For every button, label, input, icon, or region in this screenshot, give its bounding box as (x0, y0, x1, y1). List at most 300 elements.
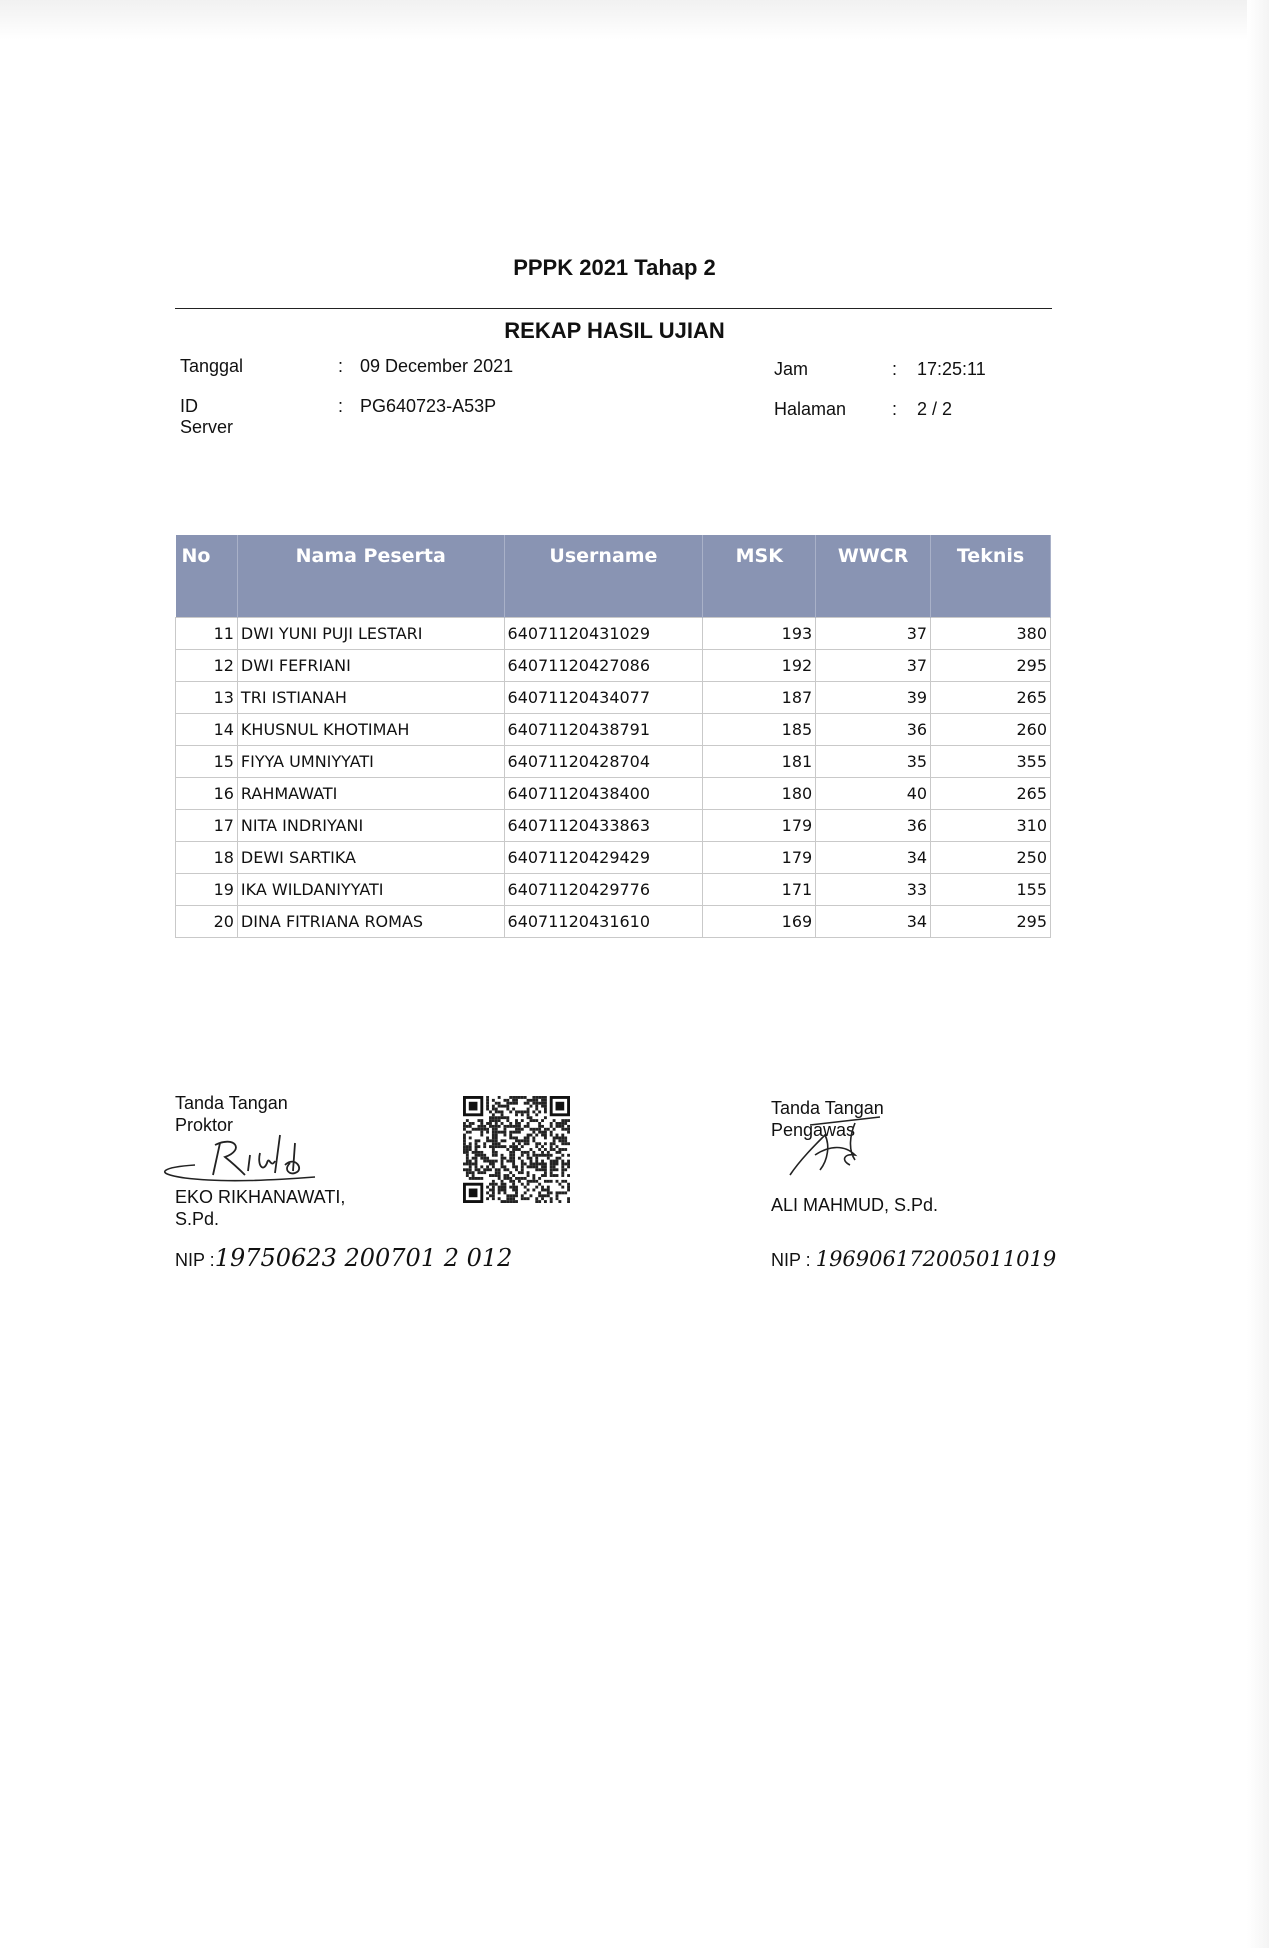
qr-module (518, 1142, 521, 1145)
qr-module (463, 1128, 466, 1131)
qr-module (556, 1180, 559, 1183)
row-msk: 171 (703, 874, 816, 906)
qr-module (509, 1157, 512, 1160)
qr-module (564, 1139, 567, 1142)
qr-module (512, 1142, 515, 1145)
qr-module (521, 1096, 524, 1099)
qr-module (492, 1113, 495, 1116)
qr-module (498, 1102, 501, 1105)
qr-module (509, 1122, 512, 1125)
row-msk: 180 (703, 778, 816, 810)
header-no: No (176, 535, 238, 618)
qr-module (501, 1110, 504, 1113)
qr-module (535, 1165, 538, 1168)
qr-module (544, 1116, 547, 1119)
row-teknis: 310 (931, 810, 1051, 842)
qr-module (498, 1177, 501, 1180)
qr-module (530, 1194, 533, 1197)
qr-module (558, 1139, 561, 1142)
halaman-value: 2 / 2 (917, 399, 953, 419)
qr-module (532, 1131, 535, 1134)
qr-module (567, 1186, 570, 1189)
qr-module (512, 1194, 515, 1197)
qr-module (489, 1122, 492, 1125)
qr-module (495, 1108, 498, 1111)
qr-module (550, 1191, 553, 1194)
qr-module (544, 1105, 547, 1108)
row-wwcr: 33 (816, 874, 931, 906)
qr-module (515, 1136, 518, 1139)
qr-module (527, 1116, 530, 1119)
qr-module (492, 1139, 495, 1142)
qr-module (512, 1163, 515, 1166)
proktor-name-block (175, 1186, 345, 1230)
row-no: 16 (176, 778, 238, 810)
qr-module (503, 1145, 506, 1148)
row-msk: 169 (703, 906, 816, 938)
qr-module (544, 1148, 547, 1151)
qr-module (521, 1119, 524, 1122)
row-teknis: 265 (931, 778, 1051, 810)
qr-module (509, 1160, 512, 1163)
qr-module (503, 1139, 506, 1142)
qr-module (492, 1180, 495, 1183)
row-nama: TRI ISTIANAH (237, 682, 504, 714)
qr-module (501, 1113, 504, 1116)
qr-module (547, 1151, 550, 1154)
qr-module (538, 1194, 541, 1197)
qr-module (509, 1102, 512, 1105)
qr-module (518, 1171, 521, 1174)
qr-module (515, 1139, 518, 1142)
results-table (175, 535, 1051, 938)
row-username: 64071120427086 (504, 650, 703, 682)
qr-module (553, 1142, 556, 1145)
qr-module (466, 1119, 469, 1122)
qr-module (538, 1148, 541, 1151)
qr-module (463, 1145, 466, 1148)
qr-module (503, 1174, 506, 1177)
qr-module (475, 1163, 478, 1166)
qr-module (498, 1186, 501, 1189)
qr-module (521, 1113, 524, 1116)
qr-module (530, 1165, 533, 1168)
qr-module (541, 1145, 544, 1148)
qr-module (558, 1183, 561, 1186)
halaman-label: Halaman (774, 399, 847, 419)
row-no: 11 (176, 618, 238, 650)
qr-module (530, 1163, 533, 1166)
qr-module (527, 1171, 530, 1174)
qr-module (524, 1125, 527, 1128)
table-row (176, 618, 1051, 650)
qr-module (530, 1180, 533, 1183)
qr-module (469, 1148, 472, 1151)
qr-module (558, 1151, 561, 1154)
row-nama: DINA FITRIANA ROMAS (237, 906, 504, 938)
qr-module (469, 1160, 472, 1163)
qr-module (530, 1099, 533, 1102)
qr-module (556, 1157, 559, 1160)
qr-module (527, 1197, 530, 1200)
qr-module (486, 1108, 489, 1111)
qr-module (469, 1171, 472, 1174)
qr-module (524, 1102, 527, 1105)
qr-module (535, 1102, 538, 1105)
qr-module (527, 1142, 530, 1145)
proktor-nip-value: 19750623 200701 2 012 (214, 1244, 513, 1272)
qr-module (483, 1145, 486, 1148)
table-header-row (176, 535, 1051, 618)
qr-module (532, 1110, 535, 1113)
qr-module (512, 1131, 515, 1134)
qr-module (483, 1142, 486, 1145)
qr-module (561, 1136, 564, 1139)
qr-module (550, 1163, 553, 1166)
qr-module (512, 1200, 515, 1203)
row-wwcr: 40 (816, 778, 931, 810)
qr-module (475, 1139, 478, 1142)
qr-module (561, 1139, 564, 1142)
qr-module (518, 1177, 521, 1180)
qr-module (512, 1099, 515, 1102)
qr-module (498, 1171, 501, 1174)
qr-module (518, 1157, 521, 1160)
document-subtitle: REKAP HASIL UJIAN (504, 318, 725, 343)
qr-module (550, 1160, 553, 1163)
qr-module (483, 1171, 486, 1174)
row-wwcr: 39 (816, 682, 931, 714)
qr-module (486, 1122, 489, 1125)
qr-module (527, 1154, 530, 1157)
row-teknis: 295 (931, 906, 1051, 938)
qr-module (480, 1119, 483, 1122)
qr-module (515, 1096, 518, 1099)
table-row (176, 842, 1051, 874)
qr-module (532, 1136, 535, 1139)
qr-module (492, 1165, 495, 1168)
qr-module (532, 1099, 535, 1102)
tanggal-label: Tanggal (180, 356, 244, 376)
pengawas-nip-value: 196906172005011019 (815, 1247, 1057, 1271)
qr-module (472, 1177, 475, 1180)
qr-module (512, 1174, 515, 1177)
qr-module (483, 1128, 486, 1131)
qr-module (501, 1165, 504, 1168)
row-no: 15 (176, 746, 238, 778)
qr-module (492, 1134, 495, 1137)
qr-module (495, 1134, 498, 1137)
qr-module (515, 1194, 518, 1197)
qr-module (564, 1122, 567, 1125)
qr-module (506, 1102, 509, 1105)
qr-module (535, 1154, 538, 1157)
row-wwcr: 37 (816, 618, 931, 650)
qr-module (567, 1163, 570, 1166)
qr-module (550, 1122, 553, 1125)
qr-module (483, 1125, 486, 1128)
qr-finder-module (469, 1102, 478, 1111)
qr-module (535, 1142, 538, 1145)
qr-module (492, 1128, 495, 1131)
row-teknis: 250 (931, 842, 1051, 874)
qr-module (515, 1113, 518, 1116)
qr-module (486, 1136, 489, 1139)
qr-module (501, 1183, 504, 1186)
qr-module (469, 1125, 472, 1128)
qr-module (469, 1136, 472, 1139)
qr-module (538, 1177, 541, 1180)
qr-module (556, 1194, 559, 1197)
table-row (176, 714, 1051, 746)
qr-module (466, 1163, 469, 1166)
qr-module (512, 1165, 515, 1168)
qr-module (564, 1119, 567, 1122)
qr-module (501, 1139, 504, 1142)
qr-module (503, 1183, 506, 1186)
qr-module (567, 1165, 570, 1168)
qr-module (561, 1134, 564, 1137)
row-no: 14 (176, 714, 238, 746)
qr-module (512, 1102, 515, 1105)
qr-module (564, 1191, 567, 1194)
qr-module (463, 1134, 466, 1137)
qr-module (530, 1119, 533, 1122)
qr-module (492, 1105, 495, 1108)
qr-module (509, 1136, 512, 1139)
qr-module (544, 1128, 547, 1131)
qr-module (498, 1105, 501, 1108)
qr-module (561, 1163, 564, 1166)
qr-module (561, 1191, 564, 1194)
qr-module (469, 1165, 472, 1168)
proktor-handwritten-signature (145, 1125, 345, 1190)
qr-module (492, 1174, 495, 1177)
qr-module (541, 1160, 544, 1163)
qr-module (515, 1177, 518, 1180)
qr-module (550, 1171, 553, 1174)
qr-module (556, 1122, 559, 1125)
row-msk: 179 (703, 810, 816, 842)
qr-module (532, 1163, 535, 1166)
qr-module (469, 1163, 472, 1166)
qr-module (503, 1186, 506, 1189)
qr-module (475, 1128, 478, 1131)
qr-module (541, 1134, 544, 1137)
qr-module (486, 1139, 489, 1142)
qr-module (567, 1154, 570, 1157)
qr-module (535, 1096, 538, 1099)
qr-module (463, 1136, 466, 1139)
qr-module (480, 1165, 483, 1168)
qr-module (501, 1122, 504, 1125)
qr-module (541, 1174, 544, 1177)
qr-module (506, 1116, 509, 1119)
qr-module (492, 1197, 495, 1200)
qr-module (503, 1125, 506, 1128)
tanggal-value: 09 December 2021 (360, 356, 514, 376)
qr-module (486, 1191, 489, 1194)
qr-module (521, 1110, 524, 1113)
qr-module (489, 1160, 492, 1163)
qr-module (512, 1145, 515, 1148)
qr-module (538, 1163, 541, 1166)
qr-module (538, 1096, 541, 1099)
qr-module (492, 1189, 495, 1192)
qr-module (527, 1110, 530, 1113)
qr-module (544, 1200, 547, 1203)
qr-module (506, 1168, 509, 1171)
qr-module (480, 1177, 483, 1180)
qr-module (541, 1105, 544, 1108)
qr-module (530, 1148, 533, 1151)
qr-module (503, 1191, 506, 1194)
qr-module (501, 1200, 504, 1203)
qr-module (538, 1122, 541, 1125)
qr-module (532, 1119, 535, 1122)
qr-module (532, 1139, 535, 1142)
table-row (176, 746, 1051, 778)
qr-module (532, 1165, 535, 1168)
qr-module (466, 1168, 469, 1171)
qr-module (509, 1186, 512, 1189)
qr-module (558, 1148, 561, 1151)
qr-module (561, 1160, 564, 1163)
qr-module (466, 1157, 469, 1160)
qr-module (486, 1186, 489, 1189)
qr-module (553, 1165, 556, 1168)
qr-module (544, 1136, 547, 1139)
qr-module (492, 1108, 495, 1111)
table-row (176, 778, 1051, 810)
qr-module (512, 1125, 515, 1128)
qr-module (472, 1163, 475, 1166)
qr-module (495, 1145, 498, 1148)
qr-module (535, 1157, 538, 1160)
qr-module (561, 1174, 564, 1177)
qr-module (506, 1105, 509, 1108)
qr-module (535, 1099, 538, 1102)
qr-module (567, 1128, 570, 1131)
row-wwcr: 37 (816, 650, 931, 682)
qr-module (521, 1163, 524, 1166)
pengawas-nip (771, 1248, 1056, 1271)
row-username: 64071120431029 (504, 618, 703, 650)
proktor-name-line1: EKO RIKHANAWATI, (175, 1187, 346, 1207)
qr-module (561, 1142, 564, 1145)
qr-module (503, 1128, 506, 1131)
table-row (176, 682, 1051, 714)
qr-module (489, 1110, 492, 1113)
qr-module (564, 1163, 567, 1166)
qr-module (475, 1145, 478, 1148)
header-username: Username (504, 535, 703, 618)
qr-module (544, 1168, 547, 1171)
qr-module (480, 1125, 483, 1128)
qr-module (535, 1186, 538, 1189)
qr-module (503, 1165, 506, 1168)
qr-module (469, 1142, 472, 1145)
qr-module (558, 1125, 561, 1128)
qr-module (567, 1131, 570, 1134)
qr-module (495, 1171, 498, 1174)
qr-module (503, 1189, 506, 1192)
qr-module (567, 1142, 570, 1145)
qr-module (515, 1122, 518, 1125)
qr-module (495, 1122, 498, 1125)
row-wwcr: 35 (816, 746, 931, 778)
qr-module (521, 1151, 524, 1154)
qr-module (475, 1160, 478, 1163)
row-nama: KHUSNUL KHOTIMAH (237, 714, 504, 746)
qr-module (535, 1160, 538, 1163)
qr-module (547, 1186, 550, 1189)
qr-module (544, 1134, 547, 1137)
qr-module (495, 1125, 498, 1128)
qr-module (561, 1168, 564, 1171)
qr-module (527, 1125, 530, 1128)
qr-module (492, 1145, 495, 1148)
qr-module (550, 1180, 553, 1183)
qr-module (495, 1119, 498, 1122)
qr-module (466, 1160, 469, 1163)
qr-module (495, 1183, 498, 1186)
qr-module (498, 1145, 501, 1148)
qr-module (535, 1134, 538, 1137)
qr-module (527, 1180, 530, 1183)
proktor-nip-label: NIP : (175, 1250, 215, 1270)
qr-module (521, 1183, 524, 1186)
qr-module (466, 1131, 469, 1134)
qr-module (527, 1151, 530, 1154)
qr-module (495, 1174, 498, 1177)
qr-module (463, 1122, 466, 1125)
qr-module (492, 1191, 495, 1194)
qr-module (544, 1110, 547, 1113)
qr-module (480, 1128, 483, 1131)
qr-module (550, 1197, 553, 1200)
qr-module (553, 1128, 556, 1131)
qr-module (480, 1131, 483, 1134)
row-username: 64071120428704 (504, 746, 703, 778)
qr-module (515, 1148, 518, 1151)
qr-module (492, 1183, 495, 1186)
header-teknis: Teknis (931, 535, 1051, 618)
qr-module (463, 1163, 466, 1166)
row-username: 64071120433863 (504, 810, 703, 842)
qr-module (547, 1194, 550, 1197)
qr-module (492, 1154, 495, 1157)
qr-module (538, 1102, 541, 1105)
row-teknis: 355 (931, 746, 1051, 778)
qr-module (503, 1200, 506, 1203)
qr-module (480, 1171, 483, 1174)
qr-module (480, 1154, 483, 1157)
qr-module (524, 1163, 527, 1166)
qr-module (532, 1096, 535, 1099)
qr-module (475, 1154, 478, 1157)
qr-module (532, 1154, 535, 1157)
qr-module (503, 1099, 506, 1102)
qr-module (495, 1139, 498, 1142)
qr-module (509, 1154, 512, 1157)
qr-module (538, 1131, 541, 1134)
qr-module (553, 1174, 556, 1177)
qr-module (535, 1119, 538, 1122)
qr-module (515, 1102, 518, 1105)
row-no: 18 (176, 842, 238, 874)
qr-module (561, 1148, 564, 1151)
